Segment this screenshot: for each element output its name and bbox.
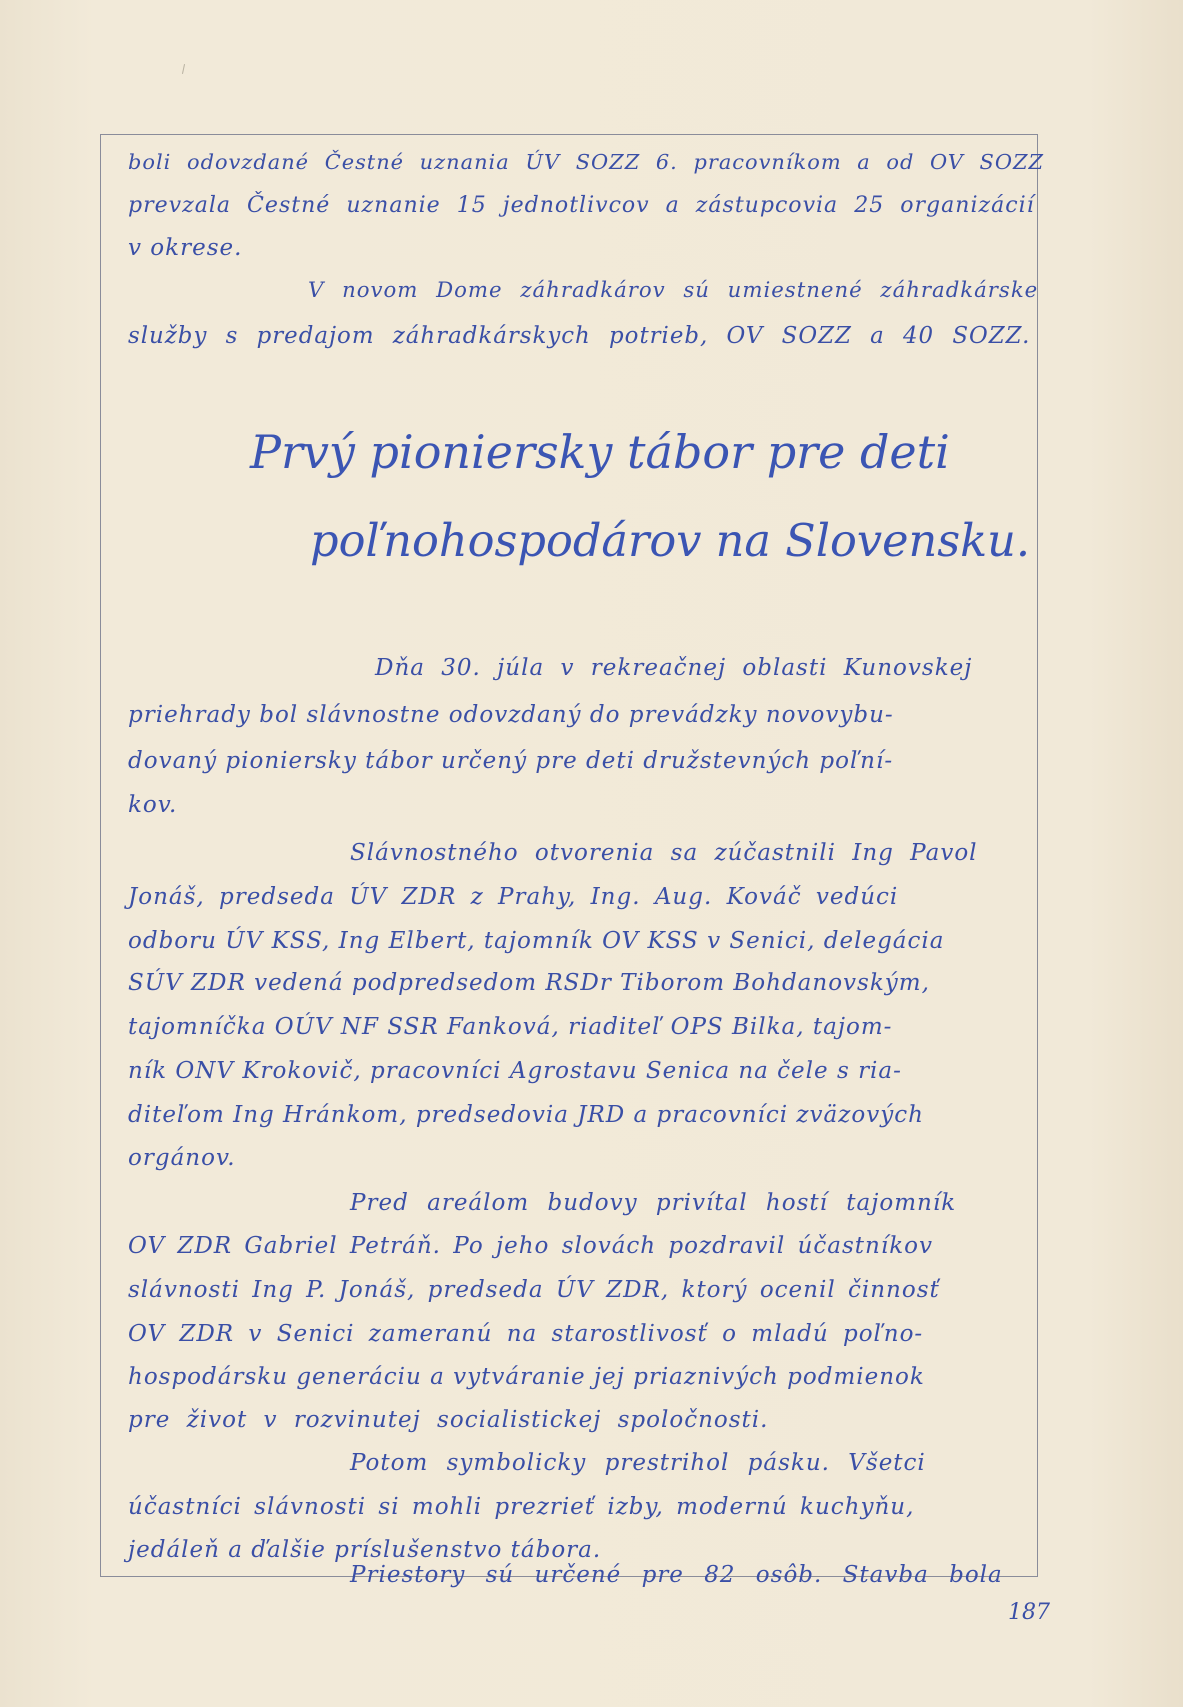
text-line: hospodársku generáciu a vytváranie jej priaznivých podmienok (128, 1364, 925, 1390)
text-line: kov. (128, 792, 178, 818)
text-line: Potom symbolicky prestrihol pásku. Všetci (350, 1450, 926, 1476)
text-line: diteľom Ing Hránkom, predsedovia JRD a pracovníci zväzových (128, 1102, 924, 1128)
text-line: Dňa 30. júla v rekreačnej oblasti Kunovskej (375, 655, 973, 681)
text-line: ník ONV Krokovič, pracovníci Agrostavu Senica na čele s ria- (128, 1058, 902, 1084)
text-line: boli odovzdané Čestné uznania ÚV SOZZ 6. pracovníkom a od OV SOZZ (128, 150, 1045, 174)
text-line: OV ZDR v Senici zameranú na starostlivosť o mladú poľno- (128, 1321, 924, 1347)
text-line: tajomníčka OÚV NF SSR Fanková, riaditeľ OPS Bilka, tajom- (128, 1014, 893, 1040)
pencil-mark (182, 64, 185, 74)
text-line: Jonáš, predseda ÚV ZDR z Prahy, Ing. Aug. Kováč vedúci (128, 884, 899, 910)
text-line: Slávnostného otvorenia sa zúčastnili Ing Pavol (350, 840, 978, 866)
text-line: priehrady bol slávnostne odovzdaný do prevádzky novovybu- (128, 702, 894, 728)
section-title-line-1: Prvý pioniersky tábor pre deti (250, 425, 950, 479)
text-line: slávnosti Ing P. Jonáš, predseda ÚV ZDR, ktorý ocenil činnosť (128, 1277, 940, 1303)
text-line: dovaný pioniersky tábor určený pre deti družstevných poľní- (128, 748, 894, 774)
section-title-line-2: poľnohospodárov na Slovensku. (310, 515, 1031, 567)
text-line: OV ZDR Gabriel Petráň. Po jeho slovách pozdravil účastníkov (128, 1233, 933, 1259)
text-line: Priestory sú určené pre 82 osôb. Stavba bola (350, 1562, 1003, 1588)
text-line: prevzala Čestné uznanie 15 jednotlivcov a zástupcovia 25 organizácií (128, 193, 1035, 218)
text-line: Pred areálom budovy privítal hostí tajomník (350, 1190, 957, 1216)
text-line: odboru ÚV KSS, Ing Elbert, tajomník OV KSS v Senici, delegácia (128, 928, 945, 954)
page-number: 187 (1008, 1600, 1050, 1625)
text-line: v okrese. (128, 235, 243, 261)
text-line: služby s predajom záhradkárskych potrieb, OV SOZZ a 40 SOZZ. (128, 323, 1031, 349)
text-line: V novom Dome záhradkárov sú umiestnené záhradkárske (308, 278, 1039, 303)
text-line: orgánov. (128, 1145, 236, 1171)
text-line: SÚV ZDR vedená podpredsedom RSDr Tiborom Bohdanovským, (128, 970, 930, 996)
text-line: jedáleň a ďalšie príslušenstvo tábora. (128, 1537, 602, 1563)
text-line: účastníci slávnosti si mohli prezrieť izby, modernú kuchyňu, (128, 1494, 915, 1520)
text-line: pre život v rozvinutej socialistickej spoločnosti. (128, 1407, 769, 1433)
